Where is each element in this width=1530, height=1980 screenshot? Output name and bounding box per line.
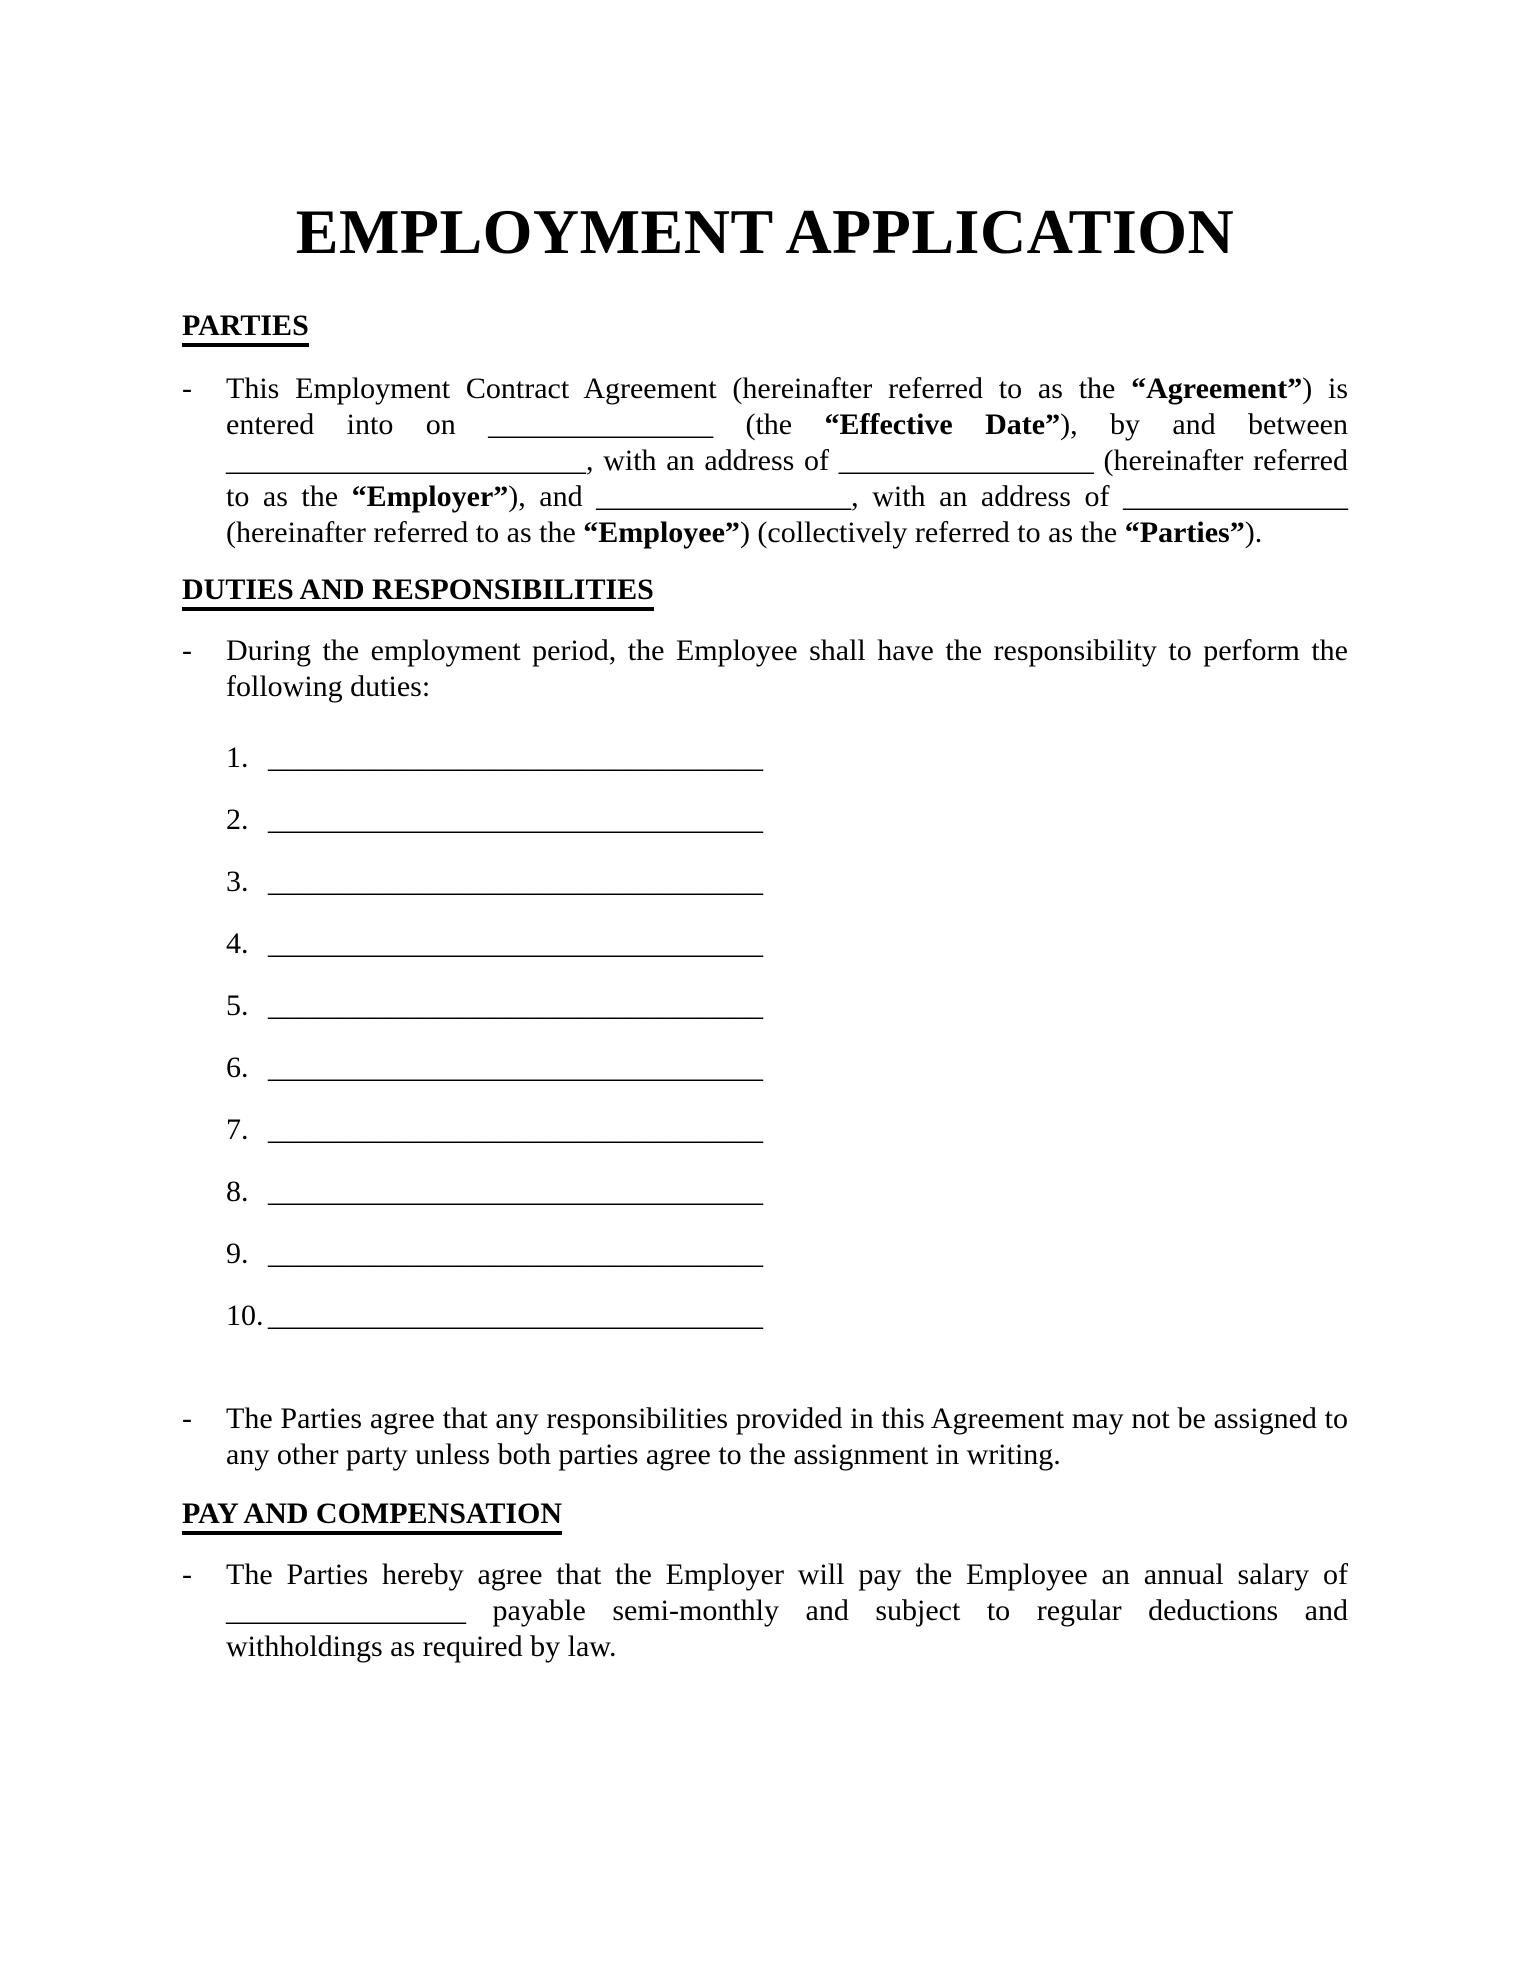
parties-paragraph-text: This Employment Contract Agreement (hereinafter referred to as the “Agreement”) is entered into on _______________ (the “Effective Date”), by and between ________________________, with an address of _________________ (hereinafter referred to as the “Employer”), and _________________, with an address of _______________ (hereinafter referred to as the “Employee”) (collectively referred to as the “Parties”). xyxy=(226,372,1348,550)
document-title: EMPLOYMENT APPLICATION xyxy=(295,196,1235,267)
blank-duty-line: _________________________________ xyxy=(268,1237,763,1271)
assignment-paragraph-text: The Parties agree that any responsibilities provided in this Agreement may not be assigned to any other party unless both parties agree to the assignment in writing. xyxy=(226,1402,1348,1472)
blank-duty-line: _________________________________ xyxy=(268,1051,763,1085)
duty-number: 8. xyxy=(226,1175,249,1209)
term-effective-date: “Effective Date” xyxy=(824,408,1061,442)
section-heading-parties-text: PARTIES xyxy=(182,309,309,347)
duty-number: 6. xyxy=(226,1051,249,1085)
duty-number: 2. xyxy=(226,803,249,837)
duty-item-4 xyxy=(182,925,1348,963)
blank-duty-line: _________________________________ xyxy=(268,865,763,899)
section-heading-pay-text: PAY AND COMPENSATION xyxy=(182,1497,562,1535)
blank-duty-line: _________________________________ xyxy=(268,1113,763,1147)
term-parties: “Parties” xyxy=(1124,516,1245,550)
bullet-dash: - xyxy=(182,1558,192,1592)
duty-item-10 xyxy=(182,1297,1348,1335)
duty-number: 1. xyxy=(226,741,249,775)
blank-employee-address: _______________ xyxy=(1122,480,1348,514)
duties-intro-text: During the employment period, the Employee shall have the responsibility to perform the following duties: xyxy=(226,634,1348,704)
blank-annual-salary: ________________ xyxy=(226,1594,466,1628)
duties-intro-paragraph xyxy=(182,633,1348,705)
bullet-dash: - xyxy=(182,372,192,406)
duty-number: 9. xyxy=(226,1237,249,1271)
blank-duty-line: _________________________________ xyxy=(268,803,763,837)
duty-item-7 xyxy=(182,1111,1348,1149)
section-heading-duties xyxy=(182,571,1348,609)
blank-employee-name: _________________ xyxy=(596,480,852,514)
blank-effective-date: _______________ xyxy=(488,408,714,442)
blank-duty-line: _________________________________ xyxy=(268,741,763,775)
pay-paragraph xyxy=(182,1557,1348,1665)
parties-paragraph xyxy=(182,371,1348,551)
blank-duty-line: _________________________________ xyxy=(268,927,763,961)
pay-paragraph-text: The Parties hereby agree that the Employer will pay the Employee an annual salary of ________________ payable semi-monthly and subject to regular deductions and withholdings as required by law. xyxy=(226,1558,1348,1664)
duty-item-5 xyxy=(182,987,1348,1025)
term-agreement: “Agreement” xyxy=(1131,372,1303,406)
term-employer: “Employer” xyxy=(351,480,509,514)
duty-item-2 xyxy=(182,801,1348,839)
assignment-paragraph xyxy=(182,1401,1348,1473)
duties-list xyxy=(182,739,1348,1335)
bullet-dash: - xyxy=(182,1402,192,1436)
section-heading-duties-text: DUTIES AND RESPONSIBILITIES xyxy=(182,573,654,611)
duty-item-8 xyxy=(182,1173,1348,1211)
blank-duty-line: _________________________________ xyxy=(268,989,763,1023)
section-heading-parties xyxy=(182,307,1348,345)
duty-item-9 xyxy=(182,1235,1348,1273)
duty-number: 4. xyxy=(226,927,249,961)
blank-duty-line: _________________________________ xyxy=(268,1175,763,1209)
duty-number: 7. xyxy=(226,1113,249,1147)
blank-duty-line: _________________________________ xyxy=(268,1299,763,1333)
section-heading-pay xyxy=(182,1495,1348,1533)
duty-number: 5. xyxy=(226,989,249,1023)
duty-item-3 xyxy=(182,863,1348,901)
duty-number: 10. xyxy=(226,1299,264,1333)
term-employee: “Employee” xyxy=(583,516,740,550)
duty-number: 3. xyxy=(226,865,249,899)
blank-employer-address: _________________ xyxy=(838,444,1094,478)
duty-item-6 xyxy=(182,1049,1348,1087)
bullet-dash: - xyxy=(182,634,192,668)
duty-item-1 xyxy=(182,739,1348,777)
blank-employer-name: ________________________ xyxy=(226,444,586,478)
